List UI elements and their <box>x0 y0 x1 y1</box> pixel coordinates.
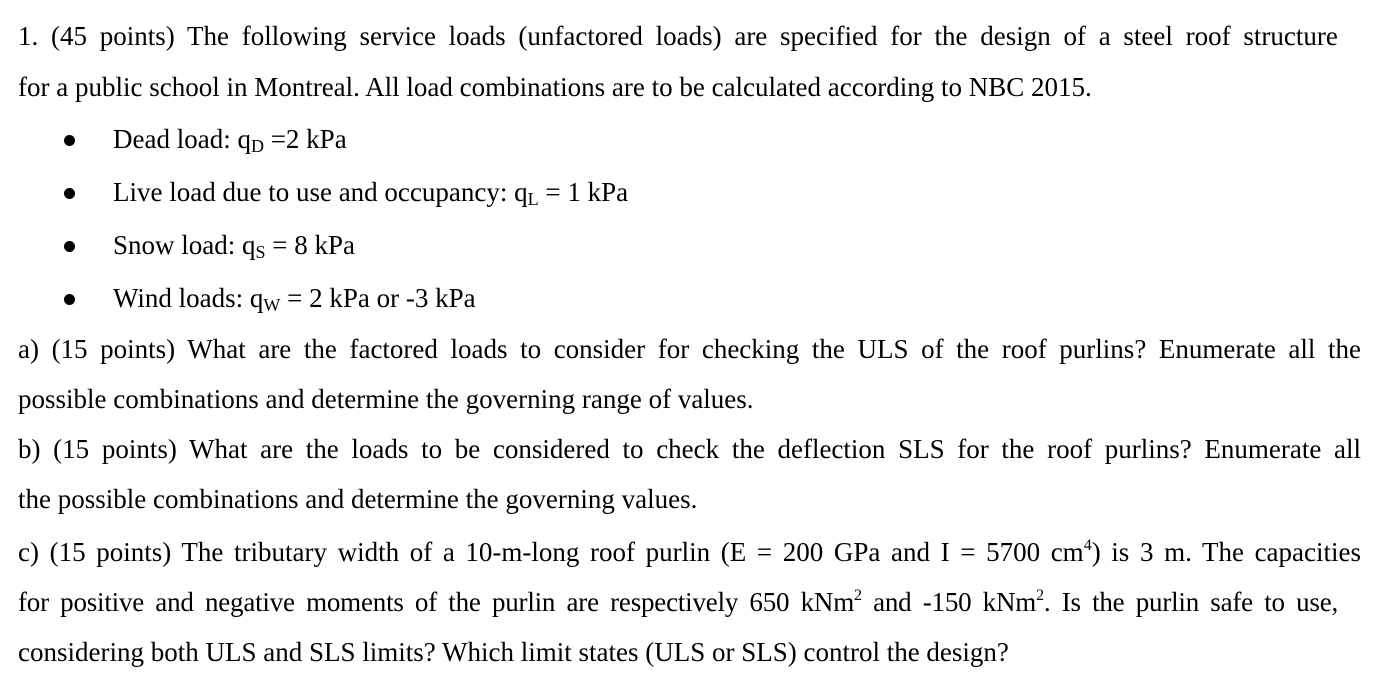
bullet-icon <box>64 294 75 305</box>
part-a-text-1: a) (15 points) What are the factored loads to consider for checking the ULS of the roof purlins? Enumerate all the <box>18 334 1361 364</box>
part-b-text-1: b) (15 points) What are the loads to be considered to check the deflection SLS for the roof purlins? Enumerate all <box>18 434 1361 464</box>
part-c-line-1 <box>18 535 1361 569</box>
load-text: Wind loads: $q_W = 2$ kPa or -3 kPa <box>113 283 476 315</box>
part-c-text-3: considering both ULS and SLS limits? Which limit states (ULS or SLS) control the design? <box>18 637 1009 667</box>
question-intro-text-1: 1. (45 points) The following service loads (unfactored loads) are specified for the design of a steel roof structure <box>18 21 1338 51</box>
part-b-line-2 <box>18 482 697 516</box>
part-b-line-1 <box>18 432 1361 466</box>
question-intro-line-1 <box>18 19 1338 53</box>
part-c-text-1: c) (15 points) The tributary width of a 10-m-long roof purlin (E = 200 GPa and I = 5700 $cm^4$) is 3 m. The capacities <box>18 537 1361 567</box>
load-text: Dead load: $q_D =2$ kPa <box>113 124 347 156</box>
part-c-line-2 <box>18 585 1338 619</box>
load-text: Live load due to use and occupancy: $q_L = 1$ kPa <box>113 177 629 209</box>
part-c-text-2: for positive and negative moments of the purlin are respectively 650 kNm$^2$ and -150 kNm$^2$. Is the purlin safe to use, <box>18 587 1339 617</box>
part-a-text-2: possible combinations and determine the governing range of values. <box>18 384 754 414</box>
part-b-text-2: the possible combinations and determine the governing values. <box>18 484 698 514</box>
question-intro-text-2: for a public school in Montreal. All load combinations are to be calculated according to NBC 2015. <box>18 72 1092 102</box>
part-a-line-1 <box>18 332 1361 366</box>
load-text: Snow load: $q_S = 8$ kPa <box>113 230 356 262</box>
part-a-line-2 <box>18 382 754 416</box>
question-intro-line-2 <box>18 70 1092 104</box>
bullet-icon <box>64 188 75 199</box>
bullet-icon <box>64 135 75 146</box>
part-c-line-3 <box>18 635 1009 669</box>
bullet-icon <box>64 241 75 252</box>
